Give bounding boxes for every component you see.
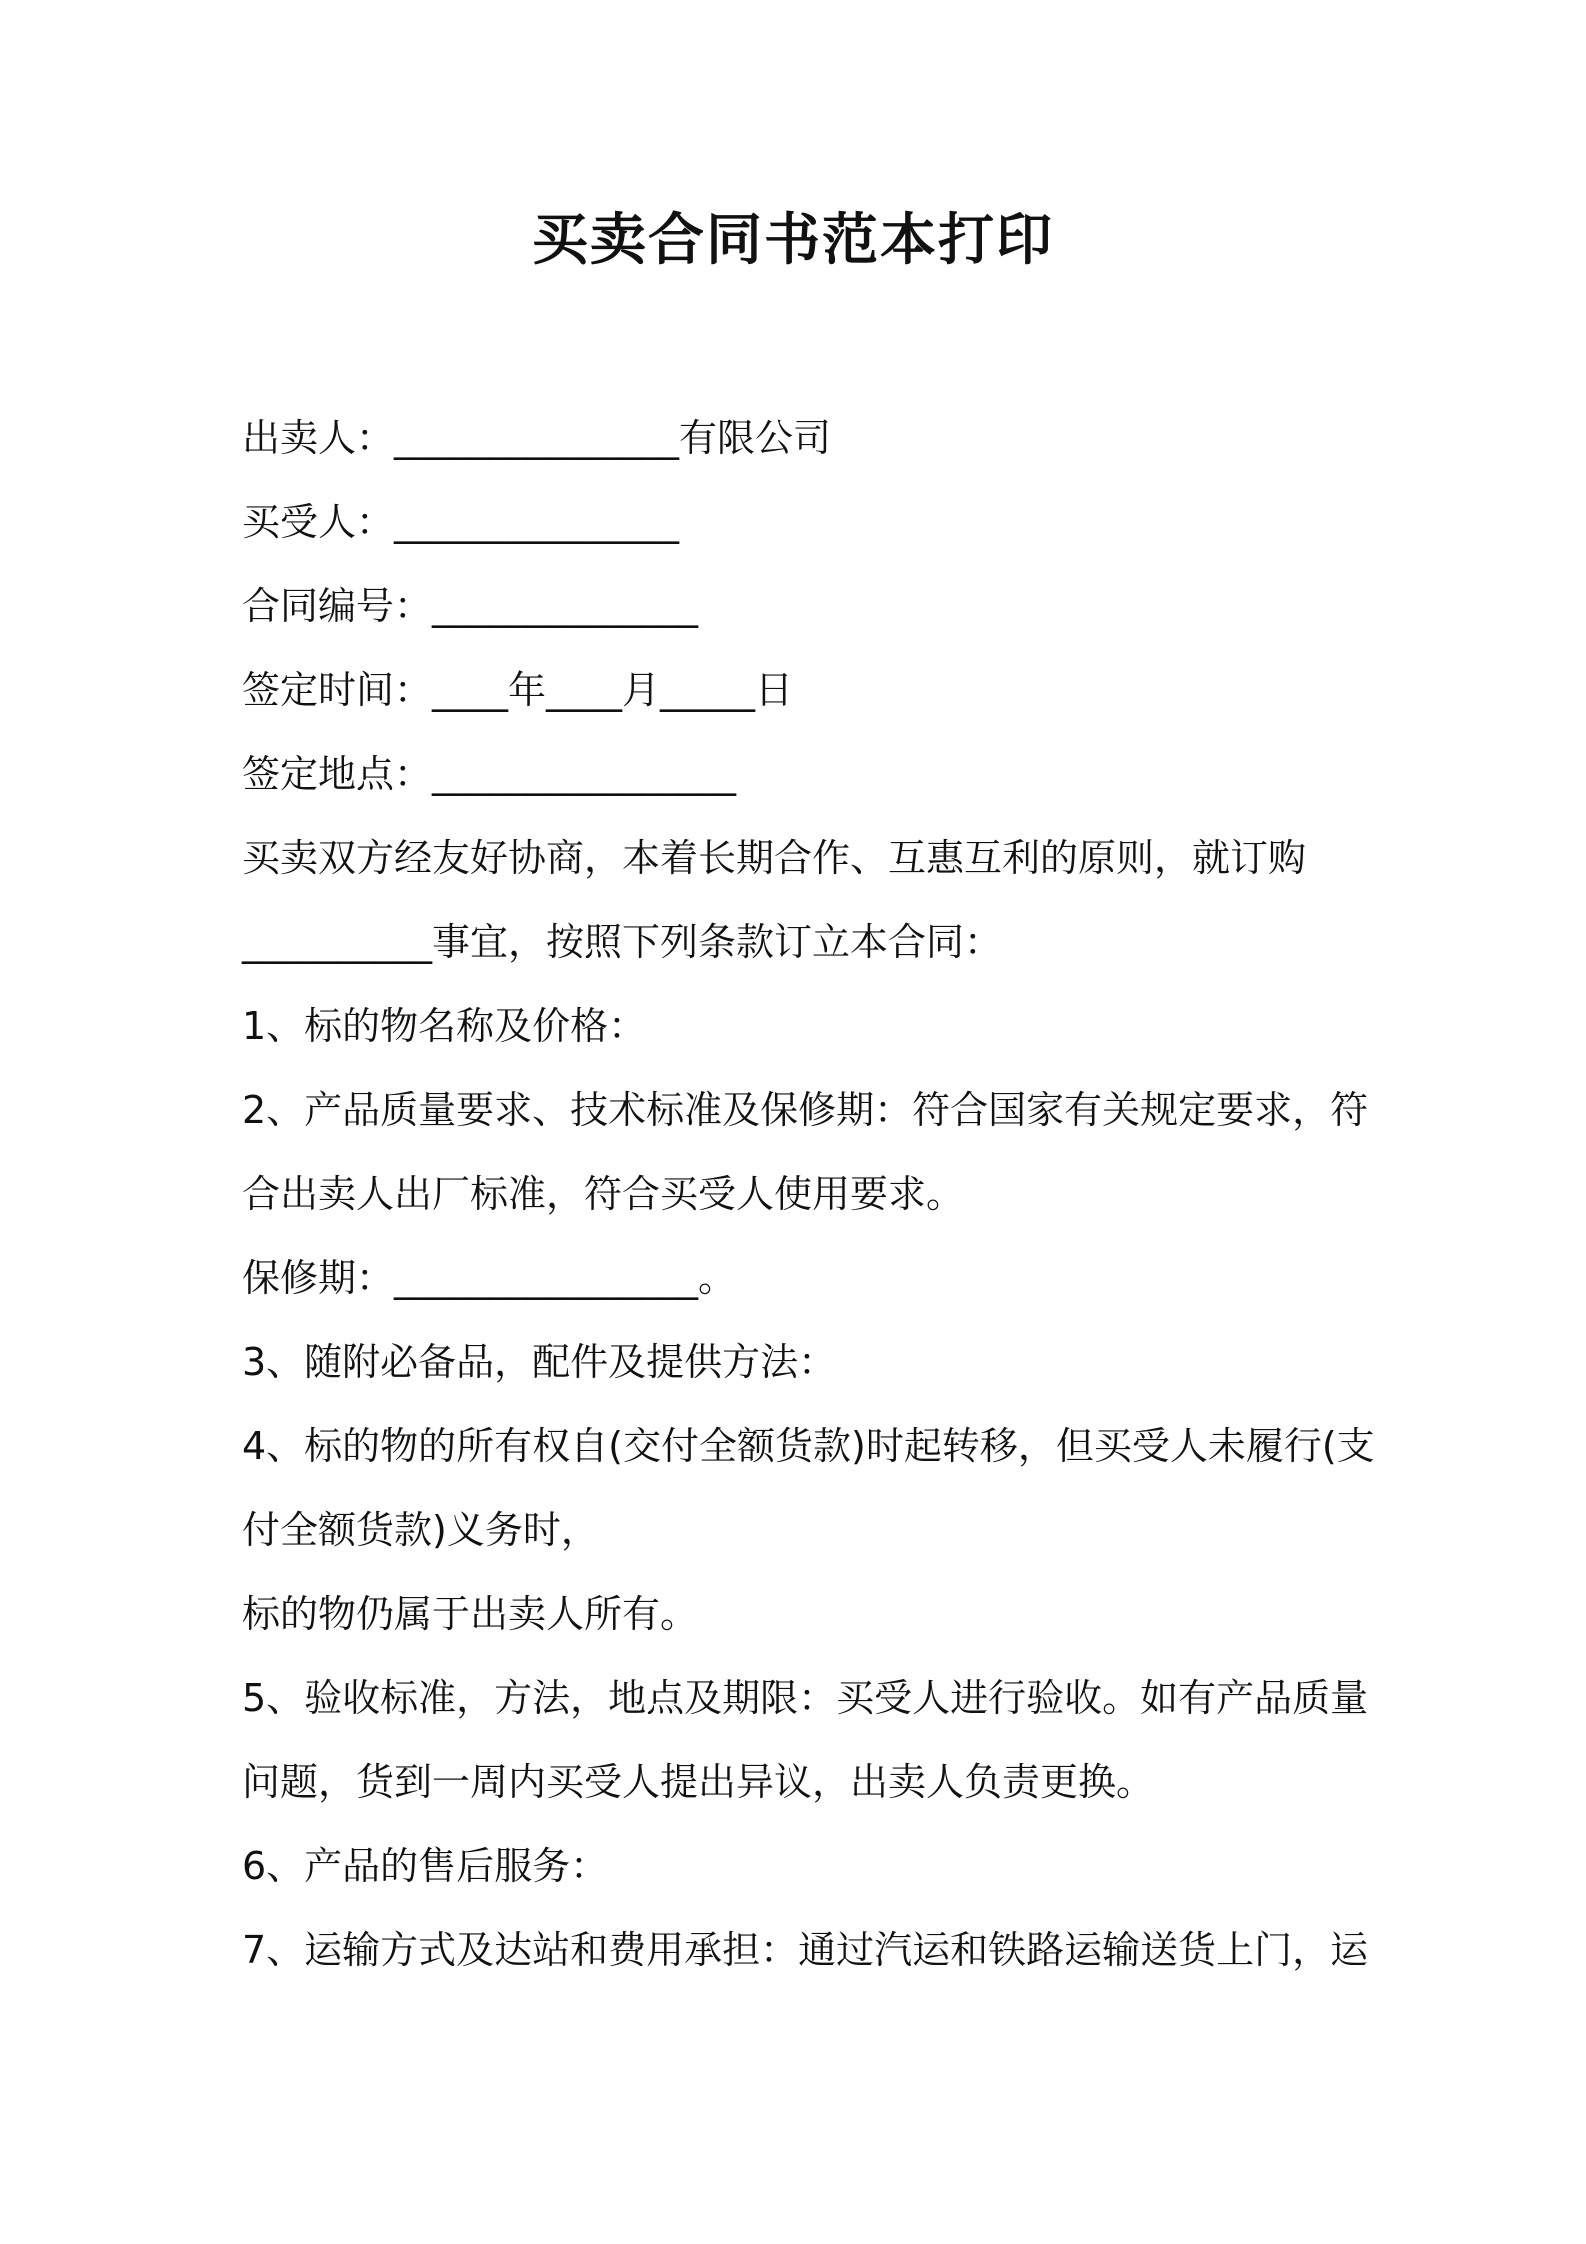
clause-2-line-2: 合出卖人出厂标准，符合买受人使用要求。: [242, 1172, 965, 1216]
document-title: 买卖合同书范本打印: [532, 208, 1054, 273]
warranty-line: 保修期：________________。: [242, 1256, 737, 1300]
preamble-line-2: __________事宜，按照下列条款订立本合同：: [242, 920, 1003, 964]
signing-date-line: 签定时间：____年____月_____日: [242, 668, 794, 712]
clause-4-line-1: 4、标的物的所有权自(交付全额货款)时起转移，但买受人未履行(支: [242, 1424, 1375, 1468]
signing-place-line: 签定地点：________________: [242, 752, 737, 796]
clause-5-line-2: 问题，货到一周内买受人提出异议，出卖人负责更换。: [242, 1760, 1155, 1804]
buyer-line: 买受人：_______________: [242, 500, 680, 544]
clause-1: 1、标的物名称及价格：: [242, 1004, 647, 1048]
clause-4-line-3: 标的物仍属于出卖人所有。: [242, 1592, 699, 1636]
seller-line: 出卖人：_______________有限公司: [242, 416, 832, 460]
clause-2-line-1: 2、产品质量要求、技术标准及保修期：符合国家有关规定要求，符: [242, 1088, 1369, 1132]
clause-3: 3、随附必备品，配件及提供方法：: [242, 1340, 837, 1384]
clause-6: 6、产品的售后服务：: [242, 1844, 609, 1888]
clause-5-line-1: 5、验收标准，方法，地点及期限：买受人进行验收。如有产品质量: [242, 1676, 1369, 1720]
preamble-line-1: 买卖双方经友好协商，本着长期合作、互惠互利的原则，就订购: [242, 836, 1307, 880]
clause-7-line-1: 7、运输方式及达站和费用承担：通过汽运和铁路运输送货上门，运: [242, 1928, 1369, 1972]
clause-4-line-2: 付全额货款)义务时，: [242, 1508, 599, 1552]
contract-number-line: 合同编号：______________: [242, 584, 699, 628]
